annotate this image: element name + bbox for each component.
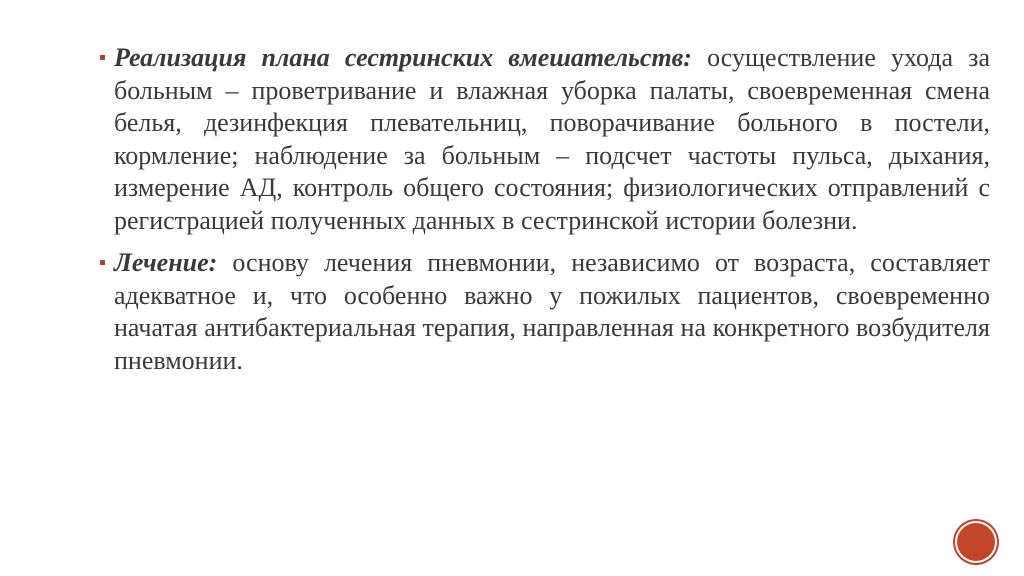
page-number-badge — [957, 523, 995, 561]
bullet-item-implementation — [100, 42, 990, 237]
item-term: Реализация плана сестринских вмешательств: — [114, 43, 692, 72]
item-text: основу лечения пневмонии, независимо от возраста, составляет адекватное и, что особенно важно у пожилых пациентов, своевременно начатая антибактериальная терапия, направленная на конкретного возбудителя пневмонии. — [114, 248, 990, 375]
item-text: осуществление ухода за больным – проветривание и влажная уборка палаты, своевременная смена белья, дезинфекция плевательниц, поворачивание больного в постели, кормление; наблюдение за больным – подсчет частоты пульса, дыхания, измерение АД, контроль общего состояния; физиологических отправлений с регистрацией полученных данных в сестринской истории болезни. — [114, 43, 990, 235]
square-bullet-icon — [100, 55, 105, 60]
bullet-item-treatment — [100, 247, 990, 377]
item-term: Лечение: — [114, 248, 218, 277]
slide-content — [100, 42, 990, 387]
square-bullet-icon — [100, 260, 105, 265]
